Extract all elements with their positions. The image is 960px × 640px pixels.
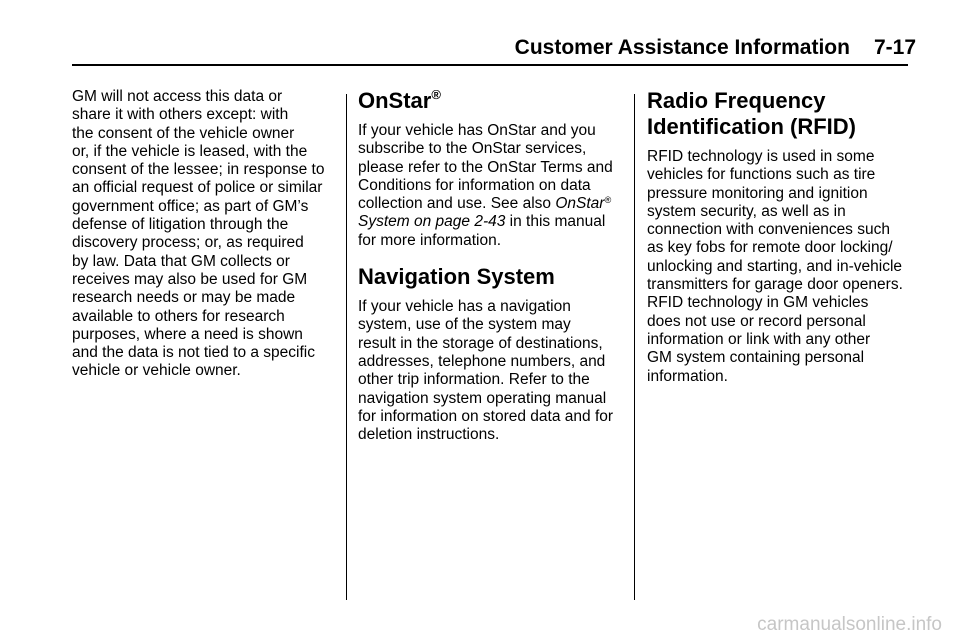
text-line: government office; as part of GM’s xyxy=(72,197,309,215)
text-line: vehicles for functions such as tire xyxy=(647,166,876,184)
text-line: GM system containing personal xyxy=(647,349,865,367)
rfid-heading-line-1: Radio Frequency xyxy=(647,88,826,113)
header-rule xyxy=(72,64,908,66)
rfid-paragraph xyxy=(647,148,915,386)
text-line: unlocking and starting, and in-vehicle xyxy=(647,257,903,275)
data-access-paragraph xyxy=(72,88,334,381)
page-header xyxy=(515,36,916,60)
column-2 xyxy=(358,88,622,444)
text-line: GM will not access this data or xyxy=(72,88,283,105)
text-line: addresses, telephone numbers, and xyxy=(358,352,606,370)
text-line: an official request of police or similar xyxy=(72,179,323,197)
column-divider-2 xyxy=(634,94,635,600)
text-line: does not use or record personal xyxy=(647,312,866,330)
text-line: receives may also be used for GM xyxy=(72,270,308,288)
text-line: connection with conveniences such xyxy=(647,221,890,239)
text-line: system security, as well as in xyxy=(647,202,846,220)
text-line: by law. Data that GM collects or xyxy=(72,252,290,270)
onstar-ref-page: System on page 2-43 xyxy=(358,213,506,231)
navigation-heading: Navigation System xyxy=(358,264,555,290)
text-line: and the data is not tied to a specific xyxy=(72,344,315,362)
text-line: deletion instructions. xyxy=(358,426,500,444)
text-line: result in the storage of destinations, xyxy=(358,334,603,352)
onstar-heading-text: OnStar xyxy=(358,88,432,113)
text-line: share it with others except: with xyxy=(72,106,289,124)
column-divider-1 xyxy=(346,94,347,600)
text-line: consent of the lessee; in response to xyxy=(72,161,325,179)
watermark: carmanualsonline.info xyxy=(757,614,942,635)
text-line: collection and use. See also xyxy=(358,195,556,213)
text-line: information. xyxy=(647,367,728,385)
text-line: research needs or may be made xyxy=(72,289,296,307)
text-line: please refer to the OnStar Terms and xyxy=(358,158,613,176)
text-line: navigation system operating manual xyxy=(358,389,607,407)
onstar-paragraph xyxy=(358,122,622,250)
text-line: system, use of the system may xyxy=(358,316,571,334)
text-line: defense of litigation through the xyxy=(72,216,289,234)
text-line: for information on stored data and for xyxy=(358,407,614,425)
rfid-heading-line-2: Identification (RFID) xyxy=(647,114,856,139)
text-line: If your vehicle has OnStar and you xyxy=(358,122,596,139)
rfid-heading xyxy=(647,88,915,140)
text-line: vehicle or vehicle owner. xyxy=(72,362,241,380)
text-line: as key fobs for remote door locking/ xyxy=(647,239,893,257)
text-line: for more information. xyxy=(358,231,501,249)
text-line: Conditions for information on data xyxy=(358,176,591,194)
column-3 xyxy=(647,88,915,386)
text-line: discovery process; or, as required xyxy=(72,234,304,252)
text-line: RFID technology in GM vehicles xyxy=(647,294,869,312)
registered-mark: ® xyxy=(431,87,441,102)
text-line: pressure monitoring and ignition xyxy=(647,184,868,202)
text-line: or, if the vehicle is leased, with the xyxy=(72,142,308,160)
text-line: subscribe to the OnStar services, xyxy=(358,140,587,158)
navigation-paragraph xyxy=(358,298,622,444)
onstar-ref-text: OnStar xyxy=(555,195,605,213)
text-line: purposes, where a need is shown xyxy=(72,325,303,343)
registered-mark: ® xyxy=(604,195,612,206)
text-line: RFID technology is used in some xyxy=(647,148,875,165)
text-line: other trip information. Refer to the xyxy=(358,371,590,389)
text-line: available to others for research xyxy=(72,307,285,325)
text-line: If your vehicle has a navigation xyxy=(358,298,571,316)
column-1 xyxy=(72,88,334,381)
onstar-heading xyxy=(358,88,622,114)
page-number: 7-17 xyxy=(873,36,916,59)
text-line: the consent of the vehicle owner xyxy=(72,124,295,142)
text-line: information or link with any other xyxy=(647,330,871,348)
text-line: transmitters for garage door openers. xyxy=(647,276,903,294)
text-line: in this manual xyxy=(505,213,606,231)
section-title: Customer Assistance Information xyxy=(514,36,850,59)
